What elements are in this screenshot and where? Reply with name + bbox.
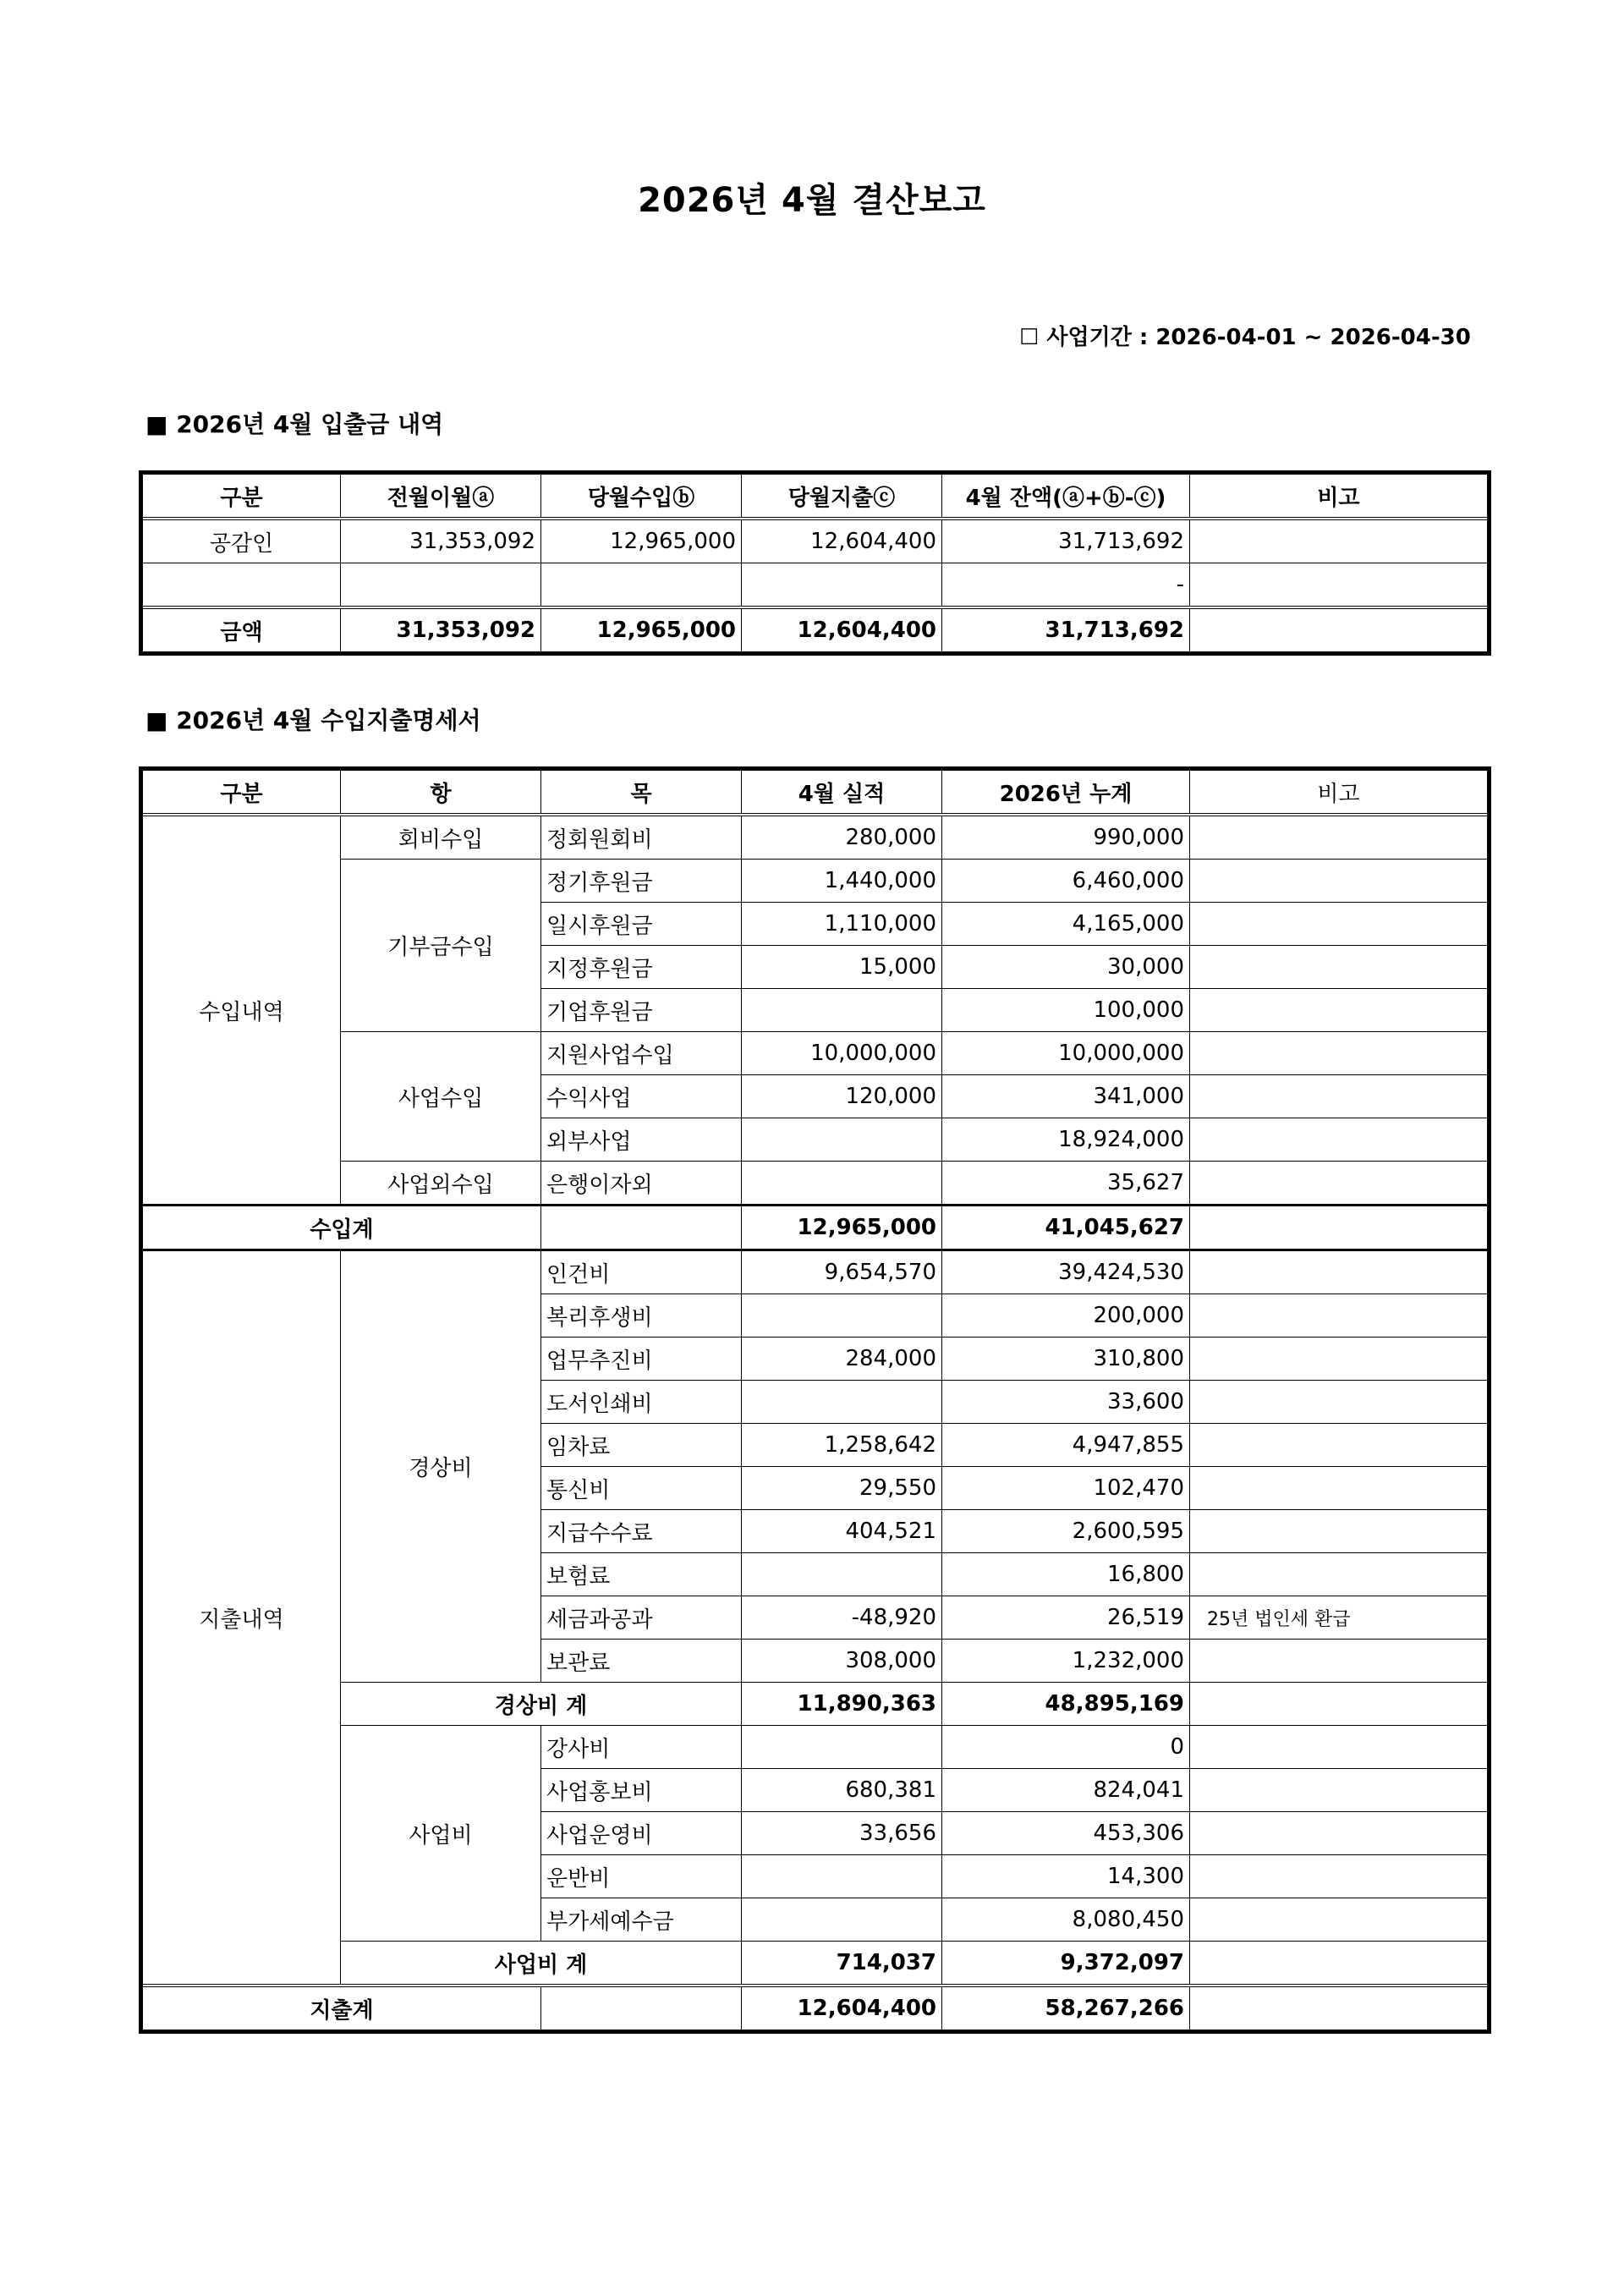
ytd-total: 824,041 bbox=[942, 1769, 1190, 1812]
monthly-actual: 29,550 bbox=[742, 1467, 942, 1510]
amount-cell bbox=[541, 563, 742, 608]
amount-cell: 31,713,692 bbox=[942, 519, 1190, 563]
empty-cell bbox=[541, 1986, 742, 2032]
remark bbox=[1190, 1118, 1490, 1162]
expense-total-ytd: 58,267,266 bbox=[942, 1986, 1190, 2032]
subtotal-row bbox=[141, 1683, 1490, 1726]
total-row bbox=[141, 607, 1490, 654]
group-name: 사업비 bbox=[341, 1726, 541, 1942]
monthly-actual: 1,110,000 bbox=[742, 903, 942, 946]
group-name: 사업수입 bbox=[341, 1032, 541, 1162]
monthly-actual bbox=[742, 1381, 942, 1424]
subtotal-row bbox=[141, 1942, 1490, 1986]
monthly-actual: 33,656 bbox=[742, 1812, 942, 1855]
item-name: 정회원회비 bbox=[541, 815, 742, 860]
column-header: 목 bbox=[541, 769, 742, 816]
amount-cell: 12,965,000 bbox=[541, 519, 742, 563]
group-name: 기부금수입 bbox=[341, 860, 541, 1032]
ytd-total: 100,000 bbox=[942, 989, 1190, 1032]
section-title-statement: ■ 2026년 4월 수입지출명세서 bbox=[145, 706, 481, 734]
ytd-total: 4,165,000 bbox=[942, 903, 1190, 946]
monthly-actual: 1,440,000 bbox=[742, 860, 942, 903]
table-row bbox=[141, 1250, 1490, 1294]
expense-total-row bbox=[141, 1986, 1490, 2032]
item-name: 인건비 bbox=[541, 1250, 742, 1294]
remark bbox=[1190, 1338, 1490, 1381]
remark bbox=[1190, 1812, 1490, 1855]
cashflow-header-row bbox=[141, 473, 1490, 519]
monthly-actual: 680,381 bbox=[742, 1769, 942, 1812]
ytd-total: 35,627 bbox=[942, 1162, 1190, 1206]
remark: 25년 법인세 환급 bbox=[1190, 1596, 1490, 1640]
remark bbox=[1190, 1726, 1490, 1769]
column-header: 구분 bbox=[141, 473, 341, 519]
item-name: 세금과공과 bbox=[541, 1596, 742, 1640]
monthly-actual: 10,000,000 bbox=[742, 1032, 942, 1075]
item-name: 외부사업 bbox=[541, 1118, 742, 1162]
monthly-actual: 308,000 bbox=[742, 1640, 942, 1683]
monthly-actual bbox=[742, 989, 942, 1032]
ytd-total: 10,000,000 bbox=[942, 1032, 1190, 1075]
monthly-actual: 1,258,642 bbox=[742, 1424, 942, 1467]
table-row bbox=[141, 1162, 1490, 1206]
remark bbox=[1190, 1640, 1490, 1683]
item-name: 은행이자외 bbox=[541, 1162, 742, 1206]
ytd-total: 8,080,450 bbox=[942, 1898, 1190, 1942]
item-name: 통신비 bbox=[541, 1467, 742, 1510]
item-name: 지급수수료 bbox=[541, 1510, 742, 1553]
amount-cell bbox=[341, 563, 541, 608]
remark bbox=[1190, 903, 1490, 946]
column-header: 항 bbox=[341, 769, 541, 816]
ytd-total: 453,306 bbox=[942, 1812, 1190, 1855]
ytd-total: 6,460,000 bbox=[942, 860, 1190, 903]
item-name: 임차료 bbox=[541, 1424, 742, 1467]
group-name: 경상비 bbox=[341, 1250, 541, 1683]
item-name: 기업후원금 bbox=[541, 989, 742, 1032]
expense-total-monthly: 12,604,400 bbox=[742, 1986, 942, 2032]
column-header: 비고 bbox=[1190, 769, 1490, 816]
table-row bbox=[141, 519, 1490, 563]
remark bbox=[1190, 860, 1490, 903]
item-name: 운반비 bbox=[541, 1855, 742, 1898]
remark bbox=[1190, 1898, 1490, 1942]
ytd-total: 990,000 bbox=[942, 815, 1190, 860]
subtotal-label: 사업비 계 bbox=[341, 1942, 742, 1986]
item-name: 강사비 bbox=[541, 1726, 742, 1769]
monthly-actual: 15,000 bbox=[742, 946, 942, 989]
monthly-actual: 284,000 bbox=[742, 1338, 942, 1381]
ytd-total: 341,000 bbox=[942, 1075, 1190, 1118]
table-row bbox=[141, 1032, 1490, 1075]
column-header: 전월이월ⓐ bbox=[341, 473, 541, 519]
remark bbox=[1190, 1294, 1490, 1338]
subtotal-monthly: 714,037 bbox=[742, 1942, 942, 1986]
column-header: 당월지출ⓒ bbox=[742, 473, 942, 519]
item-name: 도서인쇄비 bbox=[541, 1381, 742, 1424]
remark bbox=[1190, 1206, 1490, 1250]
column-header: 4월 잔액(ⓐ+ⓑ-ⓒ) bbox=[942, 473, 1190, 519]
table-row bbox=[141, 1726, 1490, 1769]
ytd-total: 1,232,000 bbox=[942, 1640, 1190, 1683]
expense-total-label: 지출계 bbox=[141, 1986, 541, 2032]
total-amount: 31,713,692 bbox=[942, 607, 1190, 654]
income-total-ytd: 41,045,627 bbox=[942, 1206, 1190, 1250]
category-income: 수입내역 bbox=[141, 815, 341, 1206]
monthly-actual: -48,920 bbox=[742, 1596, 942, 1640]
ytd-total: 0 bbox=[942, 1726, 1190, 1769]
remark bbox=[1190, 1424, 1490, 1467]
remark bbox=[1190, 1855, 1490, 1898]
income-total-monthly: 12,965,000 bbox=[742, 1206, 942, 1250]
ytd-total: 39,424,530 bbox=[942, 1250, 1190, 1294]
item-name: 정기후원금 bbox=[541, 860, 742, 903]
remark bbox=[1190, 1553, 1490, 1596]
ytd-total: 16,800 bbox=[942, 1553, 1190, 1596]
monthly-actual: 120,000 bbox=[742, 1075, 942, 1118]
income-total-row bbox=[141, 1206, 1490, 1250]
income-expense-table bbox=[139, 766, 1491, 2034]
item-name: 지정후원금 bbox=[541, 946, 742, 989]
ytd-total: 33,600 bbox=[942, 1381, 1190, 1424]
total-amount: 12,965,000 bbox=[541, 607, 742, 654]
item-name: 수익사업 bbox=[541, 1075, 742, 1118]
monthly-actual: 280,000 bbox=[742, 815, 942, 860]
total-amount: 12,604,400 bbox=[742, 607, 942, 654]
monthly-actual: 9,654,570 bbox=[742, 1250, 942, 1294]
monthly-actual bbox=[742, 1726, 942, 1769]
category-expense: 지출내역 bbox=[141, 1250, 341, 1986]
remark bbox=[1190, 1510, 1490, 1553]
amount-cell bbox=[1190, 563, 1490, 608]
remark bbox=[1190, 1986, 1490, 2032]
total-label: 금액 bbox=[141, 607, 341, 654]
item-name: 사업홍보비 bbox=[541, 1769, 742, 1812]
ytd-total: 200,000 bbox=[942, 1294, 1190, 1338]
section-title-cashflow: ■ 2026년 4월 입출금 내역 bbox=[145, 410, 444, 438]
subtotal-ytd: 9,372,097 bbox=[942, 1942, 1190, 1986]
subtotal-monthly: 11,890,363 bbox=[742, 1683, 942, 1726]
empty-cell bbox=[541, 1206, 742, 1250]
table-row bbox=[141, 563, 1490, 608]
amount-cell bbox=[742, 563, 942, 608]
ytd-total: 4,947,855 bbox=[942, 1424, 1190, 1467]
amount-cell: - bbox=[942, 563, 1190, 608]
remark bbox=[1190, 1467, 1490, 1510]
item-name: 업무추진비 bbox=[541, 1338, 742, 1381]
item-name: 지원사업수입 bbox=[541, 1032, 742, 1075]
column-header: 2026년 누계 bbox=[942, 769, 1190, 816]
item-name: 사업운영비 bbox=[541, 1812, 742, 1855]
remark bbox=[1190, 1075, 1490, 1118]
column-header: 비고 bbox=[1190, 473, 1490, 519]
remark bbox=[1190, 1381, 1490, 1424]
monthly-actual bbox=[742, 1553, 942, 1596]
ytd-total: 310,800 bbox=[942, 1338, 1190, 1381]
amount-cell: 12,604,400 bbox=[742, 519, 942, 563]
monthly-actual bbox=[742, 1855, 942, 1898]
group-name: 사업외수입 bbox=[341, 1162, 541, 1206]
ytd-total: 14,300 bbox=[942, 1855, 1190, 1898]
subtotal-label: 경상비 계 bbox=[341, 1683, 742, 1726]
page-title: 2026년 4월 결산보고 bbox=[638, 181, 986, 220]
item-name: 부가세예수금 bbox=[541, 1898, 742, 1942]
table-row bbox=[141, 860, 1490, 903]
row-label: 공감인 bbox=[141, 519, 341, 563]
remark bbox=[1190, 989, 1490, 1032]
row-label bbox=[141, 563, 341, 608]
business-period: ☐ 사업기간 : 2026-04-01 ~ 2026-04-30 bbox=[1019, 325, 1471, 350]
remark bbox=[1190, 1769, 1490, 1812]
item-name: 보관료 bbox=[541, 1640, 742, 1683]
column-header: 구분 bbox=[141, 769, 341, 816]
statement-header-row bbox=[141, 769, 1490, 816]
ytd-total: 102,470 bbox=[942, 1467, 1190, 1510]
monthly-actual: 404,521 bbox=[742, 1510, 942, 1553]
item-name: 복리후생비 bbox=[541, 1294, 742, 1338]
remark bbox=[1190, 946, 1490, 989]
cashflow-table bbox=[139, 470, 1491, 656]
monthly-actual bbox=[742, 1118, 942, 1162]
item-name: 보험료 bbox=[541, 1553, 742, 1596]
remark bbox=[1190, 1683, 1490, 1726]
monthly-actual bbox=[742, 1898, 942, 1942]
remark bbox=[1190, 1162, 1490, 1206]
ytd-total: 18,924,000 bbox=[942, 1118, 1190, 1162]
remark bbox=[1190, 1250, 1490, 1294]
monthly-actual bbox=[742, 1294, 942, 1338]
total-amount: 31,353,092 bbox=[341, 607, 541, 654]
remark bbox=[1190, 1942, 1490, 1986]
group-name: 회비수입 bbox=[341, 815, 541, 860]
item-name: 일시후원금 bbox=[541, 903, 742, 946]
amount-cell bbox=[1190, 519, 1490, 563]
ytd-total: 2,600,595 bbox=[942, 1510, 1190, 1553]
ytd-total: 30,000 bbox=[942, 946, 1190, 989]
income-total-label: 수입계 bbox=[141, 1206, 541, 1250]
subtotal-ytd: 48,895,169 bbox=[942, 1683, 1190, 1726]
column-header: 당월수입ⓑ bbox=[541, 473, 742, 519]
ytd-total: 26,519 bbox=[942, 1596, 1190, 1640]
amount-cell: 31,353,092 bbox=[341, 519, 541, 563]
remark bbox=[1190, 1032, 1490, 1075]
monthly-actual bbox=[742, 1162, 942, 1206]
remark bbox=[1190, 815, 1490, 860]
table-row bbox=[141, 815, 1490, 860]
column-header: 4월 실적 bbox=[742, 769, 942, 816]
total-amount bbox=[1190, 607, 1490, 654]
